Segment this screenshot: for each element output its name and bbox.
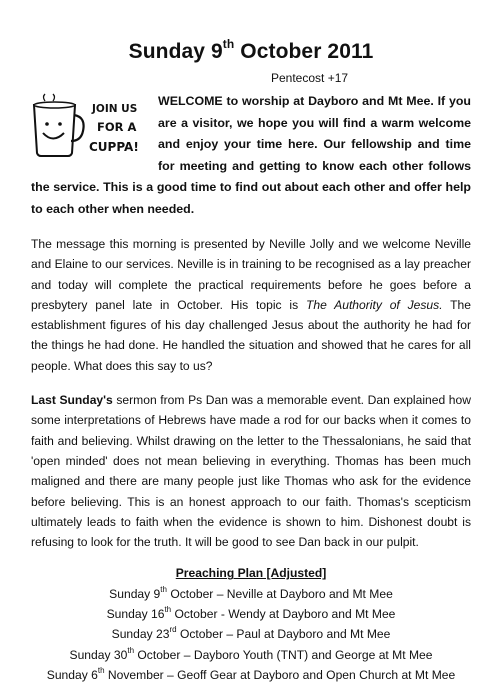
logo-text-line-3: CUPPA! — [89, 140, 139, 154]
preaching-plan-item — [31, 624, 471, 644]
preaching-plan-item — [31, 645, 471, 665]
plan-detail: October – Paul at Dayboro and Mt Mee — [176, 627, 391, 642]
preaching-plan-item — [31, 604, 471, 624]
plan-detail: October – Dayboro Youth (TNT) and George at Mt Mee — [134, 647, 433, 662]
preaching-plan-item — [31, 665, 471, 685]
last-sunday-paragraph — [31, 390, 471, 552]
preaching-plan-title: Preaching Plan [Adjusted] — [175, 566, 327, 581]
preaching-plan — [31, 563, 471, 685]
page-title — [31, 37, 471, 64]
plan-day-ordinal: th — [127, 645, 135, 655]
plan-detail: October – Neville at Dayboro and Mt Mee — [166, 586, 393, 601]
title-month-year: October 2011 — [234, 40, 374, 63]
plan-day-ordinal: th — [164, 605, 172, 615]
logo-text-line-1: JOIN US — [92, 103, 138, 115]
bulletin-page — [31, 37, 471, 685]
plan-day: Sunday 23 — [111, 627, 170, 642]
welcome-text: WELCOME to worship at Dayboro and Mt Mee. If you are a visitor, we hope you will find a warm welcome and enjoy your time here. Our fellowship and time for meeting and getting to know each other follows the service. This is a good time to find out about each other and offer help to each other when needed. — [31, 94, 471, 216]
plan-detail: October - Wendy at Dayboro and Mt Mee — [171, 607, 396, 622]
plan-day-ordinal: rd — [169, 625, 177, 635]
last-sunday-lead: Last Sunday's — [31, 393, 113, 408]
title-ordinal: th — [222, 37, 235, 51]
message-paragraph — [31, 234, 471, 376]
message-intro: The message this morning is presented by Neville Jolly and we welcome Neville and Elaine to our services. Neville is in training to be recognised as a lay preacher and today will complete the practical requirements before he goes before a presbytery panel late in October. His topic is — [31, 237, 471, 312]
plan-day-ordinal: th — [160, 584, 167, 594]
message-topic: The Authority of Jesus. — [305, 297, 443, 312]
plan-day-ordinal: th — [97, 665, 105, 675]
plan-detail: November – Geoff Gear at Dayboro and Open Church at Mt Mee — [104, 667, 456, 682]
logo-text-line-2: FOR A — [97, 120, 137, 134]
plan-day: Sunday 16 — [106, 607, 165, 622]
preaching-plan-item — [31, 584, 471, 604]
plan-day: Sunday 30 — [69, 647, 128, 662]
plan-day: Sunday 9 — [109, 586, 161, 601]
last-sunday-body: sermon from Ps Dan was a memorable event. Dan explained how some interpretations of Hebrews have made a rod for our backs when it comes to faith and believing. Whilst drawing on the letter to the Thessalonians, he said that 'open minded' does not mean believing in everything. Thomas has been much maligned and there are many people just like Thomas who ask for the evidence before believing. This is an honest approach to our faith. Thomas's scepticism ultimately leads to faith when the evidence is shown to him. Dishonest doubt is refusing to look for the truth. It will be good to see Dan back in our pulpit. — [31, 393, 471, 550]
welcome-block — [31, 91, 471, 220]
title-date: Sunday 9 — [128, 40, 223, 63]
coffee-mug-icon — [31, 93, 148, 159]
message-summary: The establishment figures of his day challenged Jesus about the authority he had for the things he had done. He handled the situation and showed that he cares for all people. What does this say to us? — [31, 297, 471, 373]
plan-day: Sunday 6 — [46, 667, 98, 682]
liturgical-season: Pentecost +17 — [271, 71, 349, 85]
